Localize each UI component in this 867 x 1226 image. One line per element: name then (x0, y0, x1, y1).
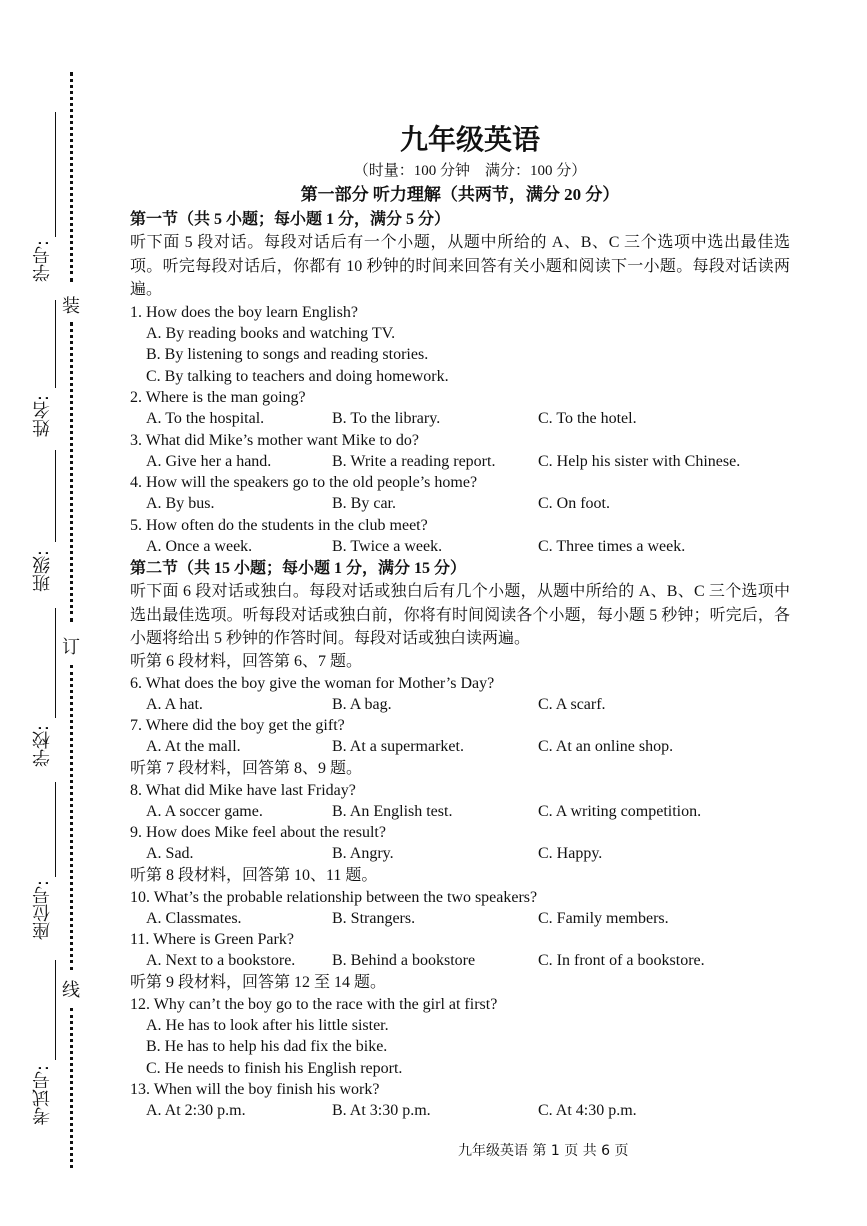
option-row (130, 536, 790, 558)
option-row (130, 950, 790, 972)
question-stem: 12. Why can’t the boy go to the race with the girl at first? (130, 995, 498, 1013)
option-a: A. He has to look after his little sister. (146, 1016, 389, 1034)
option-c: C. Three times a week. (538, 537, 686, 555)
part-heading: 第一部分 听力理解（共两节，满分 20 分） (300, 185, 620, 204)
label-zuoweihao: 座位号: (32, 880, 53, 941)
underline-xingming (55, 300, 56, 388)
option-a: A. At 2:30 p.m. (146, 1102, 246, 1119)
option-c: C. At 4:30 p.m. (538, 1102, 637, 1119)
option-a: A. A soccer game. (146, 802, 263, 820)
option-b: B. Write a reading report. (332, 452, 496, 470)
section-heading: 第一节（共 5 小题；每小题 1 分，满分 5 分） (130, 211, 451, 228)
material-heading: 听第 9 段材料，回答第 12 至 14 题。 (130, 973, 387, 991)
option-c: C. At an online shop. (538, 738, 674, 755)
option-row (130, 408, 790, 430)
dotted-line (70, 1008, 73, 1168)
dotted-line (70, 322, 73, 622)
material-heading: 听第 8 段材料，回答第 10、11 题。 (130, 866, 378, 884)
page-title: 九年级英语 (399, 123, 540, 156)
underline-banji (55, 450, 56, 542)
option-b: B. An English test. (332, 802, 453, 820)
option-c: C. Family members. (538, 909, 669, 927)
label-kaoshihao: 考试号: (32, 1065, 53, 1126)
question-stem: 5. How often do the students in the club meet? (130, 516, 428, 534)
option-row (130, 908, 790, 930)
option-a: A. By reading books and watching TV. (146, 324, 396, 342)
option-row (130, 451, 790, 473)
label-xuexiao: 学校: (32, 725, 53, 768)
option-c: C. Help his sister with Chinese. (538, 452, 741, 470)
underline-zuoweihao (55, 782, 56, 877)
label-xingming: 姓名: (32, 395, 53, 438)
question-stem: 7. Where did the boy get the gift? (130, 717, 345, 734)
option-b: B. He has to help his dad fix the bike. (146, 1038, 388, 1055)
option-c: C. A writing competition. (538, 802, 702, 820)
dotted-line (70, 665, 73, 970)
option-a: A. To the hospital. (146, 410, 265, 427)
page-footer: 九年级英语 第 1 页 共 6 页 (458, 1143, 629, 1159)
option-row (130, 801, 790, 823)
option-row (130, 694, 790, 716)
option-b: B. Strangers. (332, 909, 416, 927)
section-instructions: 听下面 5 段对话。每段对话后有一个小题，从题中所给的 A、B、C 三个选项中选出最佳选项。听完每段对话后，你都有 10 秒钟的时间来回答有关小题和阅读下一小题。每段对话读两遍。 (130, 234, 790, 298)
binding-mark-xian: 线 (62, 980, 80, 1001)
question-stem: 3. What did Mike’s mother want Mike to do? (130, 431, 419, 449)
option-b: B. At 3:30 p.m. (332, 1102, 431, 1119)
binding-mark-ding: 订 (62, 637, 80, 658)
underline-kaoshihao (55, 960, 56, 1060)
option-b: B. At a supermarket. (332, 738, 464, 755)
question-stem: 11. Where is Green Park? (130, 931, 294, 948)
option-row (130, 493, 790, 515)
question-stem: 8. What did Mike have last Friday? (130, 781, 356, 799)
option-a: A. Sad. (146, 845, 194, 862)
option-c: C. To the hotel. (538, 410, 637, 427)
option-a: A. Give her a hand. (146, 452, 272, 470)
option-c: C. On foot. (538, 495, 610, 512)
option-b: B. Angry. (332, 845, 394, 862)
option-c: C. He needs to finish his English report. (146, 1059, 403, 1077)
question-stem: 6. What does the boy give the woman for Mother’s Day? (130, 674, 495, 692)
question-stem: 13. When will the boy finish his work? (130, 1081, 380, 1098)
binding-mark-zhuang: 装 (62, 296, 80, 317)
option-c: C. A scarf. (538, 695, 606, 713)
option-row (130, 736, 790, 758)
question-stem: 10. What’s the probable relationship between the two speakers? (130, 888, 538, 906)
option-a: A. Once a week. (146, 537, 253, 555)
label-xuehao: 学号: (32, 240, 53, 283)
material-heading: 听第 6 段材料，回答第 6、7 题。 (130, 652, 363, 670)
exam-info: （时量：100 分钟 满分：100 分） (353, 163, 587, 179)
option-b: B. Behind a bookstore (332, 952, 476, 969)
dotted-line (70, 72, 73, 282)
option-row (130, 1100, 790, 1122)
option-b: B. Twice a week. (332, 537, 443, 555)
option-b: B. By car. (332, 495, 396, 512)
option-a: A. At the mall. (146, 738, 241, 755)
question-stem: 9. How does Mike feel about the result? (130, 824, 386, 841)
question-stem: 4. How will the speakers go to the old people’s home? (130, 474, 478, 491)
option-a: A. Classmates. (146, 909, 242, 927)
question-stem: 1. How does the boy learn English? (130, 303, 358, 321)
option-a: A. By bus. (146, 495, 215, 512)
option-c: C. By talking to teachers and doing homework. (146, 367, 449, 385)
section-instructions: 听下面 6 段对话或独白。每段对话或独白后有几个小题，从题中所给的 A、B、C 三个选项中选出最佳选项。听每段对话或独白前，你将有时间阅读各个小题，每小题 5 秒钟；听完后，各小题将给出 5 秒钟的作答时间。每段对话或独白读两遍。 (130, 583, 790, 647)
question-stem: 2. Where is the man going? (130, 389, 306, 406)
option-row (130, 843, 790, 865)
option-a: A. Next to a bookstore. (146, 952, 296, 969)
underline-xuehao (55, 112, 56, 237)
option-c: C. Happy. (538, 845, 603, 862)
material-heading: 听第 7 段材料，回答第 8、9 题。 (130, 759, 363, 777)
exam-body (130, 120, 790, 1122)
option-c: C. In front of a bookstore. (538, 952, 705, 969)
option-b: B. A bag. (332, 695, 392, 713)
option-b: B. By listening to songs and reading stories. (146, 346, 429, 363)
option-b: B. To the library. (332, 410, 441, 427)
underline-xuexiao (55, 608, 56, 718)
label-banji: 班级: (32, 550, 53, 593)
option-a: A. A hat. (146, 695, 203, 713)
section-heading: 第二节（共 15 小题；每小题 1 分，满分 15 分） (130, 560, 467, 577)
